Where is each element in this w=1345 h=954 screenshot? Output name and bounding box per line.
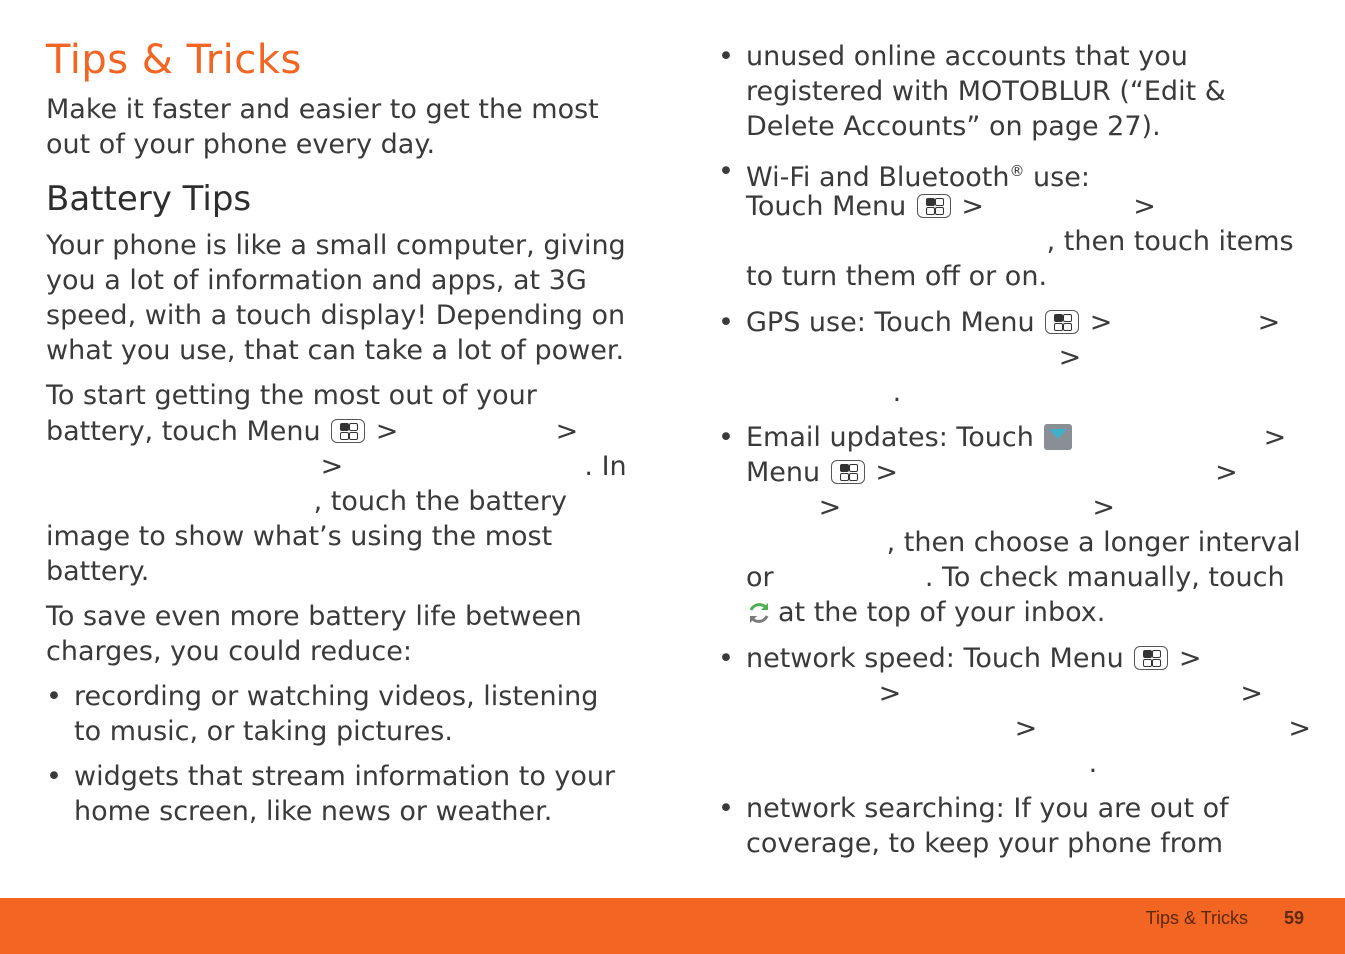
list-item-line: widgets that stream information to your <box>74 761 616 792</box>
page-title: Tips & Tricks <box>46 37 302 83</box>
bullet: • <box>718 307 734 338</box>
list-item-line <box>746 676 1263 711</box>
list-item-line: registered with MOTOBLUR (“Edit & <box>746 76 1226 107</box>
menu-key-icon <box>917 194 951 218</box>
list-item-line <box>746 375 901 410</box>
bullet: • <box>718 422 734 453</box>
arrow: > <box>1092 492 1116 523</box>
list-item-line: to turn them off or on. <box>746 261 1048 292</box>
registered-mark: ® <box>1009 162 1025 180</box>
para3-line-1: To save even more battery life between <box>46 601 582 632</box>
arrow: > <box>1215 457 1238 488</box>
list-item-line <box>746 711 1311 746</box>
list-item-line <box>746 340 1081 375</box>
para2-line-2 <box>46 414 578 449</box>
arrow: > <box>1178 643 1202 674</box>
bullet: • <box>718 643 734 674</box>
menu-key-icon <box>831 460 865 484</box>
arrow: > <box>555 416 579 447</box>
para2-text: . In <box>584 451 627 482</box>
intro-line-1: Make it faster and easier to get the most <box>46 94 599 125</box>
list-item-line: recording or watching videos, listening <box>74 681 599 712</box>
para2-line-3 <box>46 449 627 484</box>
arrow: > <box>961 191 985 222</box>
list-item-line <box>746 455 1238 490</box>
footer-section-label: Tips & Tricks <box>1145 908 1248 928</box>
page-footer <box>0 898 1345 954</box>
text: Wi-Fi and Bluetooth <box>746 162 1010 193</box>
menu-key-icon <box>1045 310 1079 334</box>
list-item-line: coverage, to keep your phone from <box>746 828 1224 859</box>
section-title: Battery Tips <box>46 179 252 219</box>
list-item-line: unused online accounts that you <box>746 41 1188 72</box>
para2-line-4 <box>46 484 567 519</box>
list-item-line <box>746 525 1301 560</box>
text: , then choose a longer interval <box>886 527 1301 558</box>
arrow: > <box>1263 422 1287 453</box>
page-number: 59 <box>1283 908 1304 928</box>
para2-line-6: battery. <box>46 556 150 587</box>
arrow: > <box>320 451 344 482</box>
text: Touch Menu <box>746 191 907 222</box>
arrow: > <box>1288 713 1312 744</box>
arrow: > <box>878 678 902 709</box>
list-item-line: home screen, like news or weather. <box>74 796 553 827</box>
list-item-line <box>746 595 1105 630</box>
sync-refresh-icon <box>746 600 772 626</box>
text: or <box>746 562 774 593</box>
arrow: > <box>1133 191 1156 222</box>
list-item-line <box>746 641 1202 676</box>
arrow: > <box>818 492 842 523</box>
arrow: > <box>1257 307 1281 338</box>
para1-line-3: speed, with a touch display! Depending on <box>46 300 626 331</box>
email-app-icon <box>1044 424 1072 450</box>
text: at the top of your inbox. <box>778 597 1106 628</box>
para2-text: battery, touch Menu <box>46 416 321 447</box>
para1-line-2: you a lot of information and apps, at 3G <box>46 265 587 296</box>
text: . <box>892 377 902 408</box>
arrow: > <box>1089 307 1113 338</box>
text: Email updates: Touch <box>746 422 1034 453</box>
list-item-line <box>746 490 1115 525</box>
text: use: <box>1024 162 1090 193</box>
list-item-line: Delete Accounts” on page 27). <box>746 111 1161 142</box>
para2-text: , touch the battery <box>313 486 567 517</box>
arrow: > <box>375 416 399 447</box>
list-item-line <box>746 224 1294 259</box>
para2-line-1: To start getting the most out of your <box>46 380 537 411</box>
para3-line-2: charges, you could reduce: <box>46 636 412 667</box>
menu-key-icon <box>1134 646 1168 670</box>
bullet: • <box>718 793 734 824</box>
text: Menu <box>746 457 821 488</box>
para2-line-5: image to show what’s using the most <box>46 521 553 552</box>
arrow: > <box>1240 678 1264 709</box>
list-item-line <box>746 560 1285 595</box>
text: , then touch items <box>1046 226 1294 257</box>
bullet: • <box>46 681 62 712</box>
list-item-line: to music, or taking pictures. <box>74 716 453 747</box>
text: . <box>1088 748 1098 779</box>
arrow: > <box>1058 342 1082 373</box>
para1-line-4: what you use, that can take a lot of power. <box>46 335 625 366</box>
menu-key-icon <box>331 419 365 443</box>
list-item-line: network searching: If you are out of <box>746 793 1229 824</box>
arrow: > <box>1014 713 1038 744</box>
para1-line-1: Your phone is like a small computer, giving <box>46 230 626 261</box>
text: . To check manually, touch <box>924 562 1285 593</box>
list-item-line <box>746 746 1097 781</box>
list-item-line <box>746 420 1286 455</box>
list-item-line <box>746 305 1280 340</box>
bullet: • <box>46 761 62 792</box>
text: network speed: Touch Menu <box>746 643 1124 674</box>
intro-line-2: out of your phone every day. <box>46 129 436 160</box>
text: GPS use: Touch Menu <box>746 307 1035 338</box>
bullet: • <box>718 156 734 187</box>
bullet: • <box>718 41 734 72</box>
list-item-line <box>746 189 1156 224</box>
arrow: > <box>875 457 898 488</box>
